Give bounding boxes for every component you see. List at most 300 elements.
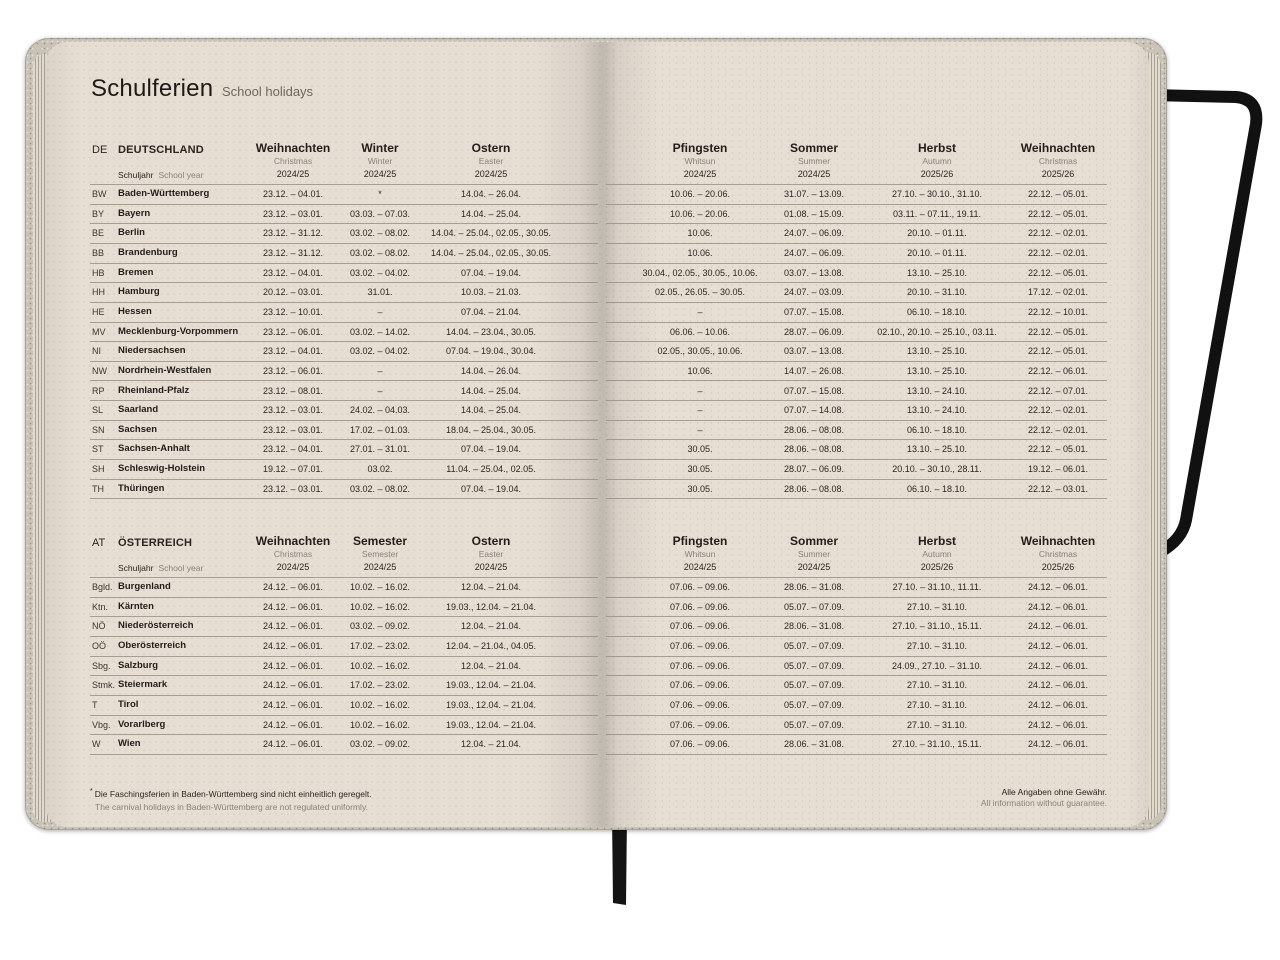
holiday-dates-cell: 24.12. – 06.01. [262, 640, 324, 651]
holiday-dates-cell: 22.12. – 03.01. [1027, 483, 1089, 494]
holiday-dates-cell: 27.10. – 31.10. [906, 719, 968, 730]
region-code: BE [92, 228, 105, 239]
column-name-en: Christmas [1038, 549, 1078, 559]
holiday-dates-cell: 20.10. – 01.11. [907, 228, 967, 239]
region-code: W [92, 739, 101, 750]
holiday-dates-cell: 06.10. – 18.10. [906, 424, 968, 435]
region-name: Nordrhein-Westfalen [118, 364, 212, 376]
holiday-dates-cell: 14.04. – 25.04. [460, 385, 522, 396]
column-header [416, 535, 566, 574]
holiday-dates-cell: 13.10. – 24.10. [906, 405, 968, 416]
holiday-dates-cell: 07.04. – 19.04., 30.04. [445, 346, 537, 357]
holiday-dates-cell: 07.06. – 09.06. [669, 699, 731, 710]
holiday-dates-cell: 24.12. – 06.01. [262, 739, 324, 750]
holiday-dates-cell: – [697, 385, 703, 396]
table-row [0, 460, 1280, 480]
column-name: Weihnachten [255, 141, 331, 155]
holiday-dates-cell: 24.09., 27.10. – 31.10. [891, 660, 983, 671]
holiday-dates-cell: 24.12. – 06.01. [262, 621, 324, 632]
disclaimer-text: Alle Angaben ohne Gewähr. [1001, 787, 1107, 797]
region-code: HE [92, 306, 105, 317]
column-name-en: Christmas [273, 549, 313, 559]
region-name: Brandenburg [118, 246, 178, 258]
table-row [0, 578, 1280, 598]
table-row [0, 440, 1280, 460]
column-school-year: 2024/25 [276, 562, 310, 572]
holiday-dates-cell: 24.12. – 06.01. [262, 582, 324, 592]
region-code: TH [92, 483, 104, 494]
holiday-dates-cell: – [697, 424, 703, 435]
holiday-dates-cell: 07.04. – 19.04. [460, 483, 522, 494]
column-name-en: Summer [797, 549, 831, 559]
holiday-dates-cell: 30.04., 02.05., 30.05., 10.06. [642, 267, 758, 278]
holiday-dates-cell: 12.04. – 21.04. [460, 621, 522, 632]
holiday-dates-cell: 14.04. – 26.04. [460, 189, 522, 199]
footnote-marker: * [90, 788, 93, 796]
holiday-dates-cell: 10.02. – 16.02. [349, 660, 411, 671]
holiday-dates-cell: 07.04. – 21.04. [460, 306, 522, 317]
region-code: ST [92, 444, 104, 455]
table-row [0, 676, 1280, 696]
holiday-dates-cell: 07.06. – 09.06. [669, 640, 731, 651]
holiday-dates-cell: 03.02. – 08.02. [349, 247, 411, 258]
holiday-dates-cell: 05.07. – 07.09. [783, 601, 845, 612]
holiday-dates-cell: 27.10. – 31.10. [906, 601, 968, 612]
region-name: Vorarlberg [118, 718, 166, 730]
holiday-dates-cell: 17.02. – 01.03. [349, 424, 411, 435]
holiday-dates-cell: 22.12. – 05.01. [1027, 346, 1089, 357]
region-name: Wien [118, 738, 141, 750]
region-name: Hessen [118, 305, 152, 317]
holiday-dates-cell: 07.07. – 14.08. [783, 405, 845, 416]
column-school-year: 2025/26 [1041, 562, 1075, 572]
region-code: RP [92, 385, 105, 396]
column-name: Ostern [471, 534, 511, 548]
holiday-dates-cell: 13.10. – 25.10. [906, 444, 968, 455]
table-row [0, 323, 1280, 343]
holiday-dates-cell: 24.12. – 06.01. [1027, 582, 1089, 592]
holiday-dates-cell: 28.06. – 08.08. [783, 424, 845, 435]
region-code: OÖ [92, 640, 107, 651]
holiday-dates-cell: 03.03. – 07.03. [349, 208, 411, 219]
region-code: T [92, 699, 98, 710]
column-school-year: 2024/25 [474, 562, 508, 572]
holiday-dates-cell: 27.10. – 31.10., 11.11. [892, 582, 982, 592]
column-header [416, 142, 566, 181]
holiday-dates-cell: 03.02. – 09.02. [349, 739, 411, 750]
school-year-label-de: Schuljahr [118, 563, 154, 573]
table-row [0, 657, 1280, 677]
holiday-dates-cell: 05.07. – 07.09. [783, 640, 845, 651]
holiday-dates-cell: 22.12. – 02.01. [1027, 405, 1089, 416]
region-name: Baden-Württemberg [118, 188, 210, 199]
region-code: BW [92, 189, 107, 199]
region-code: SN [92, 424, 105, 435]
holiday-dates-cell: 30.05. [687, 444, 713, 455]
holiday-dates-cell: 07.06. – 09.06. [669, 621, 731, 632]
table-row [0, 598, 1280, 618]
holiday-dates-cell: 12.04. – 21.04. [460, 739, 522, 750]
holiday-dates-cell: 27.10. – 31.10. [906, 640, 968, 651]
region-name: Niedersachsen [118, 345, 186, 357]
column-school-year: 2024/25 [797, 169, 831, 179]
holiday-dates-cell: 23.12. – 10.01. [262, 306, 324, 317]
school-year-label-en: School year [158, 170, 204, 180]
footnote-text-en: The carnival holidays in Baden-Württemberg are not regulated uniformly. [95, 802, 368, 812]
holiday-dates-cell: 18.04. – 25.04., 30.05. [445, 424, 537, 435]
row-rule-left [90, 754, 598, 755]
footnote-line-de [90, 788, 372, 801]
holiday-dates-cell: 22.12. – 05.01. [1027, 326, 1089, 337]
region-name: Mecklenburg-Vorpommern [118, 325, 239, 337]
holiday-dates-cell: 23.12. – 03.01. [262, 208, 324, 219]
region-code: BB [92, 247, 105, 258]
holiday-dates-cell: 27.01. – 31.01. [349, 444, 411, 455]
holiday-dates-cell: 03.02. – 04.02. [349, 346, 411, 357]
holiday-dates-cell: 10.02. – 16.02. [349, 719, 411, 730]
holiday-dates-cell: 23.12. – 31.12. [262, 247, 324, 258]
region-name: Salzburg [118, 659, 159, 671]
disclaimer [857, 787, 1107, 809]
column-school-year: 2024/25 [474, 169, 508, 179]
table-row [0, 716, 1280, 736]
column-name: Weihnachten [255, 534, 331, 548]
holiday-dates-cell: 12.04. – 21.04. [460, 660, 522, 671]
row-rule-left [90, 498, 598, 499]
holiday-dates-cell: 10.03. – 21.03. [460, 287, 522, 298]
holiday-dates-cell: 13.10. – 25.10. [906, 267, 968, 278]
holiday-dates-cell: 03.07. – 13.08. [783, 267, 845, 278]
holiday-dates-cell: 28.06. – 08.08. [783, 483, 845, 494]
school-year-label [118, 562, 203, 574]
holiday-dates-cell: 24.12. – 06.01. [1027, 719, 1089, 730]
holiday-dates-cell: 28.06. – 08.08. [783, 444, 845, 455]
table-row [0, 185, 1280, 205]
region-name: Schleswig-Holstein [118, 463, 206, 475]
holiday-dates-cell: 22.12. – 06.01. [1027, 365, 1089, 376]
region-code: BY [92, 208, 105, 219]
table-row [0, 303, 1280, 323]
holiday-dates-cell: 03.02. – 04.02. [349, 267, 411, 278]
holiday-dates-cell: 07.06. – 09.06. [669, 739, 731, 750]
holiday-dates-cell: 07.04. – 19.04. [460, 267, 522, 278]
holiday-dates-cell: 24.12. – 06.01. [262, 601, 324, 612]
holiday-dates-cell: 23.12. – 04.01. [262, 189, 324, 199]
table-row [0, 401, 1280, 421]
holiday-dates-cell: 31.01. [367, 287, 393, 298]
column-school-year: 2024/25 [363, 562, 397, 572]
column-header [983, 142, 1133, 181]
holiday-dates-cell: * [378, 189, 382, 199]
holiday-dates-cell: 14.04. – 25.04. [460, 208, 522, 219]
holiday-dates-cell: 19.03., 12.04. – 21.04. [445, 601, 537, 612]
table-row [0, 617, 1280, 637]
holiday-dates-cell: 07.06. – 09.06. [669, 680, 731, 691]
column-name-en: Winter [367, 156, 393, 166]
region-name: Steiermark [118, 679, 168, 691]
holiday-dates-cell: 14.04. – 25.04. [460, 405, 522, 416]
holiday-dates-cell: 24.12. – 06.01. [1027, 699, 1089, 710]
holiday-dates-cell: 02.05., 26.05. – 30.05. [654, 287, 746, 298]
holiday-dates-cell: 22.12. – 02.01. [1027, 247, 1089, 258]
holiday-dates-cell: – [697, 306, 703, 317]
holiday-dates-cell: 11.04. – 25.04., 02.05. [446, 464, 536, 475]
column-name-en: Easter [478, 549, 504, 559]
holiday-dates-cell: 03.02. [367, 464, 393, 475]
column-name: Pfingsten [672, 534, 728, 548]
holiday-dates-cell: 24.12. – 06.01. [262, 719, 324, 730]
holiday-dates-cell: 10.06. [687, 247, 713, 258]
holiday-dates-cell: 27.10. – 31.10. [906, 680, 968, 691]
holiday-dates-cell: 24.02. – 04.03. [349, 405, 411, 416]
holiday-dates-cell: – [697, 405, 703, 416]
holiday-dates-cell: 27.10. – 30.10., 31.10. [891, 189, 983, 199]
holiday-dates-cell: – [377, 365, 383, 376]
holiday-dates-cell: 28.06. – 31.08. [783, 739, 845, 750]
country-code: DE [92, 144, 108, 156]
region-name: Kärnten [118, 600, 154, 612]
region-name: Burgenland [118, 581, 171, 592]
holiday-dates-cell: 10.06. – 20.06. [669, 208, 731, 219]
country-code: AT [92, 537, 106, 549]
holiday-dates-cell: 06.10. – 18.10. [906, 306, 968, 317]
holiday-dates-cell: 14.04. – 25.04., 02.05., 30.05. [430, 228, 552, 239]
table-row [0, 382, 1280, 402]
row-rule-right [606, 498, 1107, 499]
holiday-dates-cell: 24.12. – 06.01. [1027, 680, 1089, 691]
holiday-dates-cell: 24.12. – 06.01. [1027, 621, 1089, 632]
holiday-dates-cell: 24.12. – 06.01. [1027, 601, 1089, 612]
holiday-dates-cell: 24.07. – 03.09. [783, 287, 845, 298]
holiday-dates-cell: 22.12. – 02.01. [1027, 228, 1089, 239]
column-name: Ostern [471, 141, 511, 155]
holiday-dates-cell: 17.02. – 23.02. [349, 680, 411, 691]
holiday-dates-cell: 23.12. – 04.01. [262, 267, 324, 278]
holiday-dates-cell: 07.06. – 09.06. [669, 719, 731, 730]
country-name: DEUTSCHLAND [118, 144, 204, 156]
table-row [0, 421, 1280, 441]
holiday-dates-cell: 23.12. – 03.01. [262, 405, 324, 416]
column-name-en: Whitsun [684, 156, 716, 166]
column-name-en: Autumn [922, 156, 952, 166]
holiday-dates-cell: 22.12. – 02.01. [1027, 424, 1089, 435]
footnote [90, 788, 372, 814]
holiday-dates-cell: 14.07. – 26.08. [783, 365, 845, 376]
region-code: Ktn. [92, 601, 109, 612]
page-subtitle: School holidays [222, 84, 314, 99]
holiday-dates-cell: 23.12. – 31.12. [262, 228, 324, 239]
column-school-year: 2025/26 [920, 169, 954, 179]
region-name: Bremen [118, 266, 154, 278]
holiday-dates-cell: 03.11. – 07.11., 19.11. [892, 208, 982, 219]
holiday-dates-cell: 23.12. – 03.01. [262, 483, 324, 494]
column-school-year: 2024/25 [276, 169, 310, 179]
holiday-dates-cell: 28.07. – 06.09. [783, 326, 845, 337]
holiday-dates-cell: 06.06. – 10.06. [669, 326, 731, 337]
column-school-year: 2024/25 [683, 562, 717, 572]
holiday-dates-cell: 10.02. – 16.02. [349, 601, 411, 612]
column-name: Weihnachten [1020, 534, 1096, 548]
holiday-dates-cell: 24.12. – 06.01. [262, 660, 324, 671]
holiday-dates-cell: 17.02. – 23.02. [349, 640, 411, 651]
table-row [0, 480, 1280, 500]
column-name: Sommer [789, 534, 839, 548]
holiday-dates-cell: 28.06. – 31.08. [783, 582, 845, 592]
column-name-en: Summer [797, 156, 831, 166]
region-code: Sbg. [92, 660, 111, 671]
school-year-label [118, 169, 203, 181]
column-school-year: 2024/25 [363, 169, 397, 179]
holiday-dates-cell: 14.04. – 25.04., 02.05., 30.05. [430, 247, 552, 258]
holiday-dates-cell: 24.12. – 06.01. [1027, 660, 1089, 671]
disclaimer-text-en: All information without guarantee. [980, 798, 1107, 808]
holiday-dates-cell: 07.07. – 15.08. [783, 306, 845, 317]
region-code: SL [92, 405, 104, 416]
holiday-dates-cell: 22.12. – 05.01. [1027, 189, 1089, 199]
holiday-dates-cell: 19.03., 12.04. – 21.04. [445, 719, 537, 730]
region-name: Sachsen [118, 423, 158, 435]
column-name: Semester [352, 534, 408, 548]
column-school-year: 2025/26 [1041, 169, 1075, 179]
region-code: Bgld. [92, 582, 113, 592]
holiday-dates-cell: 23.12. – 04.01. [262, 346, 324, 357]
region-name: Hamburg [118, 286, 160, 298]
holiday-dates-cell: 23.12. – 06.01. [262, 326, 324, 337]
holiday-dates-cell: 07.04. – 19.04. [460, 444, 522, 455]
holiday-dates-cell: 10.06. [687, 228, 713, 239]
table-row [0, 342, 1280, 362]
region-name: Thüringen [118, 482, 165, 494]
holiday-dates-cell: 24.12. – 06.01. [262, 680, 324, 691]
holiday-dates-cell: 20.10. – 30.10., 28.11. [892, 464, 982, 475]
column-name-en: Christmas [273, 156, 313, 166]
holiday-dates-cell: 20.10. – 01.11. [907, 247, 967, 258]
column-name: Sommer [789, 141, 839, 155]
table-row [0, 735, 1280, 755]
table-row [0, 205, 1280, 225]
holiday-dates-cell: 22.12. – 10.01. [1027, 306, 1089, 317]
column-name: Pfingsten [672, 141, 728, 155]
holiday-dates-cell: 23.12. – 08.01. [262, 385, 324, 396]
holiday-dates-cell: 01.08. – 15.09. [783, 208, 845, 219]
holiday-dates-cell: 12.04. – 21.04. [460, 582, 522, 592]
region-name: Tirol [118, 698, 139, 710]
holiday-dates-cell: 03.02. – 09.02. [349, 621, 411, 632]
holiday-dates-cell: 20.12. – 03.01. [262, 287, 324, 298]
column-name-en: Autumn [922, 549, 952, 559]
holiday-dates-cell: – [377, 306, 383, 317]
column-name-en: Easter [478, 156, 504, 166]
column-school-year: 2024/25 [797, 562, 831, 572]
region-name: Berlin [118, 227, 145, 239]
region-name: Rheinland-Pfalz [118, 384, 190, 396]
holiday-dates-cell: 27.10. – 31.10. [906, 699, 968, 710]
column-name: Herbst [917, 534, 956, 548]
column-name-en: Semester [361, 549, 399, 559]
page-title: Schulferien [91, 75, 214, 102]
holiday-dates-cell: 10.06. [687, 365, 713, 376]
footnote-text: Die Faschingsferien in Baden-Württemberg sind nicht einheitlich geregelt. [94, 789, 372, 799]
holiday-dates-cell: 24.07. – 06.09. [783, 228, 845, 239]
region-code: HB [92, 267, 105, 278]
holiday-dates-cell: 06.10. – 18.10. [906, 483, 968, 494]
column-name: Weihnachten [1020, 141, 1096, 155]
holiday-dates-cell: 05.07. – 07.09. [783, 660, 845, 671]
holiday-dates-cell: 24.12. – 06.01. [262, 699, 324, 710]
holiday-dates-cell: 20.10. – 31.10. [906, 287, 968, 298]
holiday-dates-cell: 24.12. – 06.01. [1027, 739, 1089, 750]
holiday-dates-cell: 10.02. – 16.02. [349, 582, 411, 592]
holiday-dates-cell: 14.04. – 23.04., 30.05. [445, 326, 537, 337]
region-code: NW [92, 365, 107, 376]
region-name: Oberösterreich [118, 639, 187, 651]
holiday-dates-cell: 22.12. – 05.01. [1027, 208, 1089, 219]
holiday-dates-cell: 05.07. – 07.09. [783, 680, 845, 691]
table-row [0, 696, 1280, 716]
column-name-en: Whitsun [684, 549, 716, 559]
column-header [983, 535, 1133, 574]
holiday-dates-cell: 05.07. – 07.09. [783, 719, 845, 730]
school-year-label-de: Schuljahr [118, 170, 154, 180]
holiday-dates-cell: 02.05., 30.05., 10.06. [657, 346, 743, 357]
holiday-dates-cell: 24.12. – 06.01. [1027, 640, 1089, 651]
region-name: Sachsen-Anhalt [118, 443, 190, 455]
holiday-dates-cell: 27.10. – 31.10., 15.11. [892, 621, 982, 632]
holiday-dates-cell: 19.12. – 07.01. [262, 464, 324, 475]
column-name: Winter [361, 141, 399, 155]
holiday-dates-cell: 03.02. – 08.02. [349, 483, 411, 494]
holiday-dates-cell: 07.06. – 09.06. [669, 601, 731, 612]
holiday-dates-cell: 03.02. – 14.02. [349, 326, 411, 337]
holiday-dates-cell: 10.02. – 16.02. [349, 699, 411, 710]
holiday-dates-cell: 30.05. [687, 464, 713, 475]
table-row [0, 224, 1280, 244]
holiday-dates-cell: 22.12. – 05.01. [1027, 444, 1089, 455]
holiday-dates-cell: 03.07. – 13.08. [783, 346, 845, 357]
holiday-dates-cell: 23.12. – 06.01. [262, 365, 324, 376]
column-school-year: 2024/25 [683, 169, 717, 179]
holiday-dates-cell: 19.03., 12.04. – 21.04. [445, 699, 537, 710]
holiday-dates-cell: 05.07. – 07.09. [783, 699, 845, 710]
holiday-dates-cell: 23.12. – 03.01. [262, 424, 324, 435]
holiday-dates-cell: 02.10., 20.10. – 25.10., 03.11. [877, 326, 997, 337]
holiday-dates-cell: 17.12. – 02.01. [1027, 287, 1089, 298]
country-name: ÖSTERREICH [118, 537, 193, 549]
holiday-dates-cell: 13.10. – 25.10. [906, 365, 968, 376]
holiday-dates-cell: 13.10. – 25.10. [906, 346, 968, 357]
table-row [0, 637, 1280, 657]
holiday-dates-cell: 19.03., 12.04. – 21.04. [445, 680, 537, 691]
region-code: NI [92, 346, 101, 357]
row-rule-right [606, 754, 1107, 755]
holiday-dates-cell: 07.07. – 15.08. [783, 385, 845, 396]
holiday-dates-cell: 30.05. [687, 483, 713, 494]
table-row [0, 283, 1280, 303]
column-name-en: Christmas [1038, 156, 1078, 166]
holiday-dates-cell: 23.12. – 04.01. [262, 444, 324, 455]
region-code: Stmk. [92, 680, 116, 691]
column-school-year: 2025/26 [920, 562, 954, 572]
region-code: MV [92, 326, 106, 337]
holiday-dates-cell: 19.12. – 06.01. [1027, 464, 1089, 475]
region-code: Vbg. [92, 719, 111, 730]
holiday-dates-cell: 24.07. – 06.09. [783, 247, 845, 258]
table-row [0, 264, 1280, 284]
region-code: SH [92, 464, 105, 475]
region-name: Saarland [118, 404, 159, 416]
holiday-dates-cell: 13.10. – 24.10. [906, 385, 968, 396]
region-name: Bayern [118, 207, 151, 219]
